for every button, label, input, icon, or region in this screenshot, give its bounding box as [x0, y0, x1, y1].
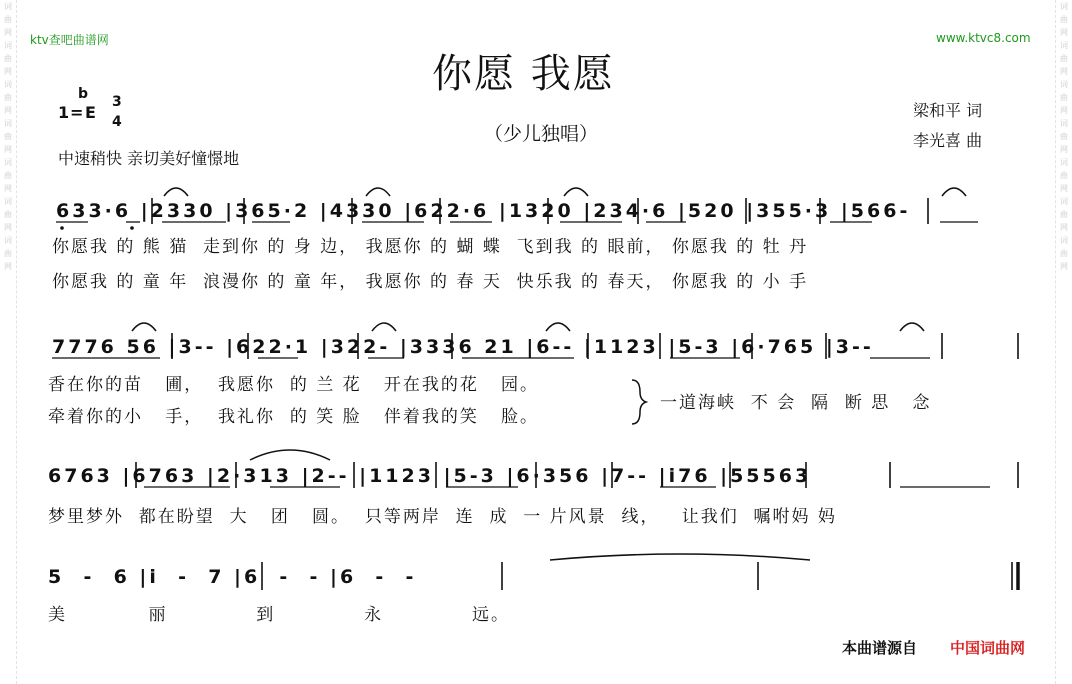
watermark-char: 词: [1060, 2, 1068, 11]
watermark-char: 词: [1060, 119, 1068, 128]
watermark-char: 曲: [1060, 171, 1068, 180]
watermark-char: 网: [4, 106, 12, 115]
footer-brand: 中国词曲网: [950, 639, 1026, 657]
watermark-char: 曲: [1060, 54, 1068, 63]
lyric-line-4: 美 丽 到 永 远。: [48, 605, 510, 625]
notation-line-1: 633·6 |2330 |365·2 |4330 |622·6 |1320 |234·6 |520 |355·3 |566-: [56, 200, 911, 222]
song-subtitle: （少儿独唱）: [484, 123, 599, 145]
slur: [132, 323, 156, 331]
watermark-char: 曲: [1060, 132, 1068, 141]
watermark-char: 网: [1060, 67, 1068, 76]
footer-source-label: 本曲谱源自: [842, 639, 918, 657]
watermark-char: 曲: [1060, 15, 1068, 24]
watermark-char: 网: [4, 67, 12, 76]
watermark-char: 词: [1060, 158, 1068, 167]
watermark-char: 曲: [4, 249, 12, 258]
watermark-char: 词: [4, 236, 12, 245]
notation-line-3: 6763 |6763 |2·313 |2-- |1123 |5-3 |6·356 |7-- |i76 |55563: [48, 465, 812, 487]
watermark-char: 网: [1060, 145, 1068, 154]
lyric-line-2-shared: 一道海峡 不 会 隔 断 思 念: [660, 393, 932, 413]
slur: [564, 188, 588, 196]
watermark-char: 网: [4, 223, 12, 232]
lyric-line-1b: 你愿我 的 童 年 浪漫你 的 童 年， 我愿你 的 春 天 快乐我 的 春天， 你愿我 的 小 手: [52, 272, 809, 292]
song-title: 你愿 我愿: [432, 51, 615, 97]
slur: [164, 188, 188, 196]
watermark-char: 网: [1060, 28, 1068, 37]
lyric-line-2b: 牵着你的小 手， 我礼你 的 笑 脸 伴着我的笑 脸。: [48, 407, 540, 427]
watermark-char: 词: [4, 80, 12, 89]
lyricist-credit: 梁和平 词: [913, 101, 983, 120]
watermark-char: 曲: [1060, 93, 1068, 102]
lower-octave-dot: [60, 226, 64, 230]
watermark-char: 网: [4, 262, 12, 271]
watermark-char: 曲: [4, 15, 12, 24]
watermark-char: 词: [1060, 41, 1068, 50]
slur: [942, 188, 966, 196]
watermark-char: 词: [4, 2, 12, 11]
watermark-char: 曲: [4, 54, 12, 63]
watermark-char: 词: [1060, 236, 1068, 245]
watermark-char: 词: [4, 41, 12, 50]
composer-credit: 李光喜 曲: [913, 131, 983, 150]
flat-sign: b: [78, 86, 89, 102]
watermark-char: 词: [4, 197, 12, 206]
watermark-char: 词: [1060, 197, 1068, 206]
watermark-char: 网: [4, 28, 12, 37]
site-name-left: ktv查吧曲谱网: [30, 33, 109, 47]
watermark-char: 网: [4, 184, 12, 193]
watermark-char: 曲: [1060, 249, 1068, 258]
lyric-line-1a: 你愿我 的 熊 猫 走到你 的 身 边， 我愿你 的 蝴 蝶 飞到我 的 眼前， 你愿我 的 牡 丹: [52, 237, 809, 257]
watermark-char: 词: [4, 158, 12, 167]
watermark-char: 曲: [4, 210, 12, 219]
lyric-line-3: 梦里梦外 都在盼望 大 团 圆。 只等两岸 连 成 一 片风景 线， 让我们 嘱咐妈 妈: [48, 507, 837, 527]
watermark-char: 网: [1060, 184, 1068, 193]
key-equals: =: [70, 103, 84, 122]
watermark-char: 曲: [1060, 210, 1068, 219]
slur: [546, 323, 570, 331]
key-do: 1: [58, 103, 70, 122]
watermark-char: 曲: [4, 171, 12, 180]
slur: [372, 323, 396, 331]
key-note: E: [85, 103, 96, 122]
watermark-char: 词: [1060, 80, 1068, 89]
watermark-char: 网: [4, 145, 12, 154]
watermark-char: 曲: [4, 132, 12, 141]
slur: [250, 450, 330, 460]
notation-line-2: 7776 56 |3-- |622·1 |322- |3336 21 |6-- |1123 |5-3 |6·765 |3--: [52, 336, 874, 358]
tie: [550, 554, 810, 560]
watermark-char: 词: [4, 119, 12, 128]
time-sig-denominator: 4: [112, 114, 122, 130]
brace: [632, 380, 646, 424]
watermark-char: 网: [1060, 106, 1068, 115]
site-url-right: www.ktvc8.com: [936, 31, 1031, 45]
lyric-line-2a: 香在你的苗 圃， 我愿你 的 兰 花 开在我的花 园。: [48, 375, 540, 395]
watermark-char: 网: [1060, 223, 1068, 232]
tempo-marking: 中速稍快 亲切美好憧憬地: [58, 149, 240, 168]
time-sig-numerator: 3: [112, 94, 122, 110]
slur: [900, 323, 924, 331]
lower-octave-dot: [130, 226, 134, 230]
notation-line-4: 5 - 6 |i - 7 |6 - - |6 - -: [48, 566, 417, 588]
watermark-char: 网: [1060, 262, 1068, 271]
watermark-char: 曲: [4, 93, 12, 102]
slur: [366, 188, 390, 196]
